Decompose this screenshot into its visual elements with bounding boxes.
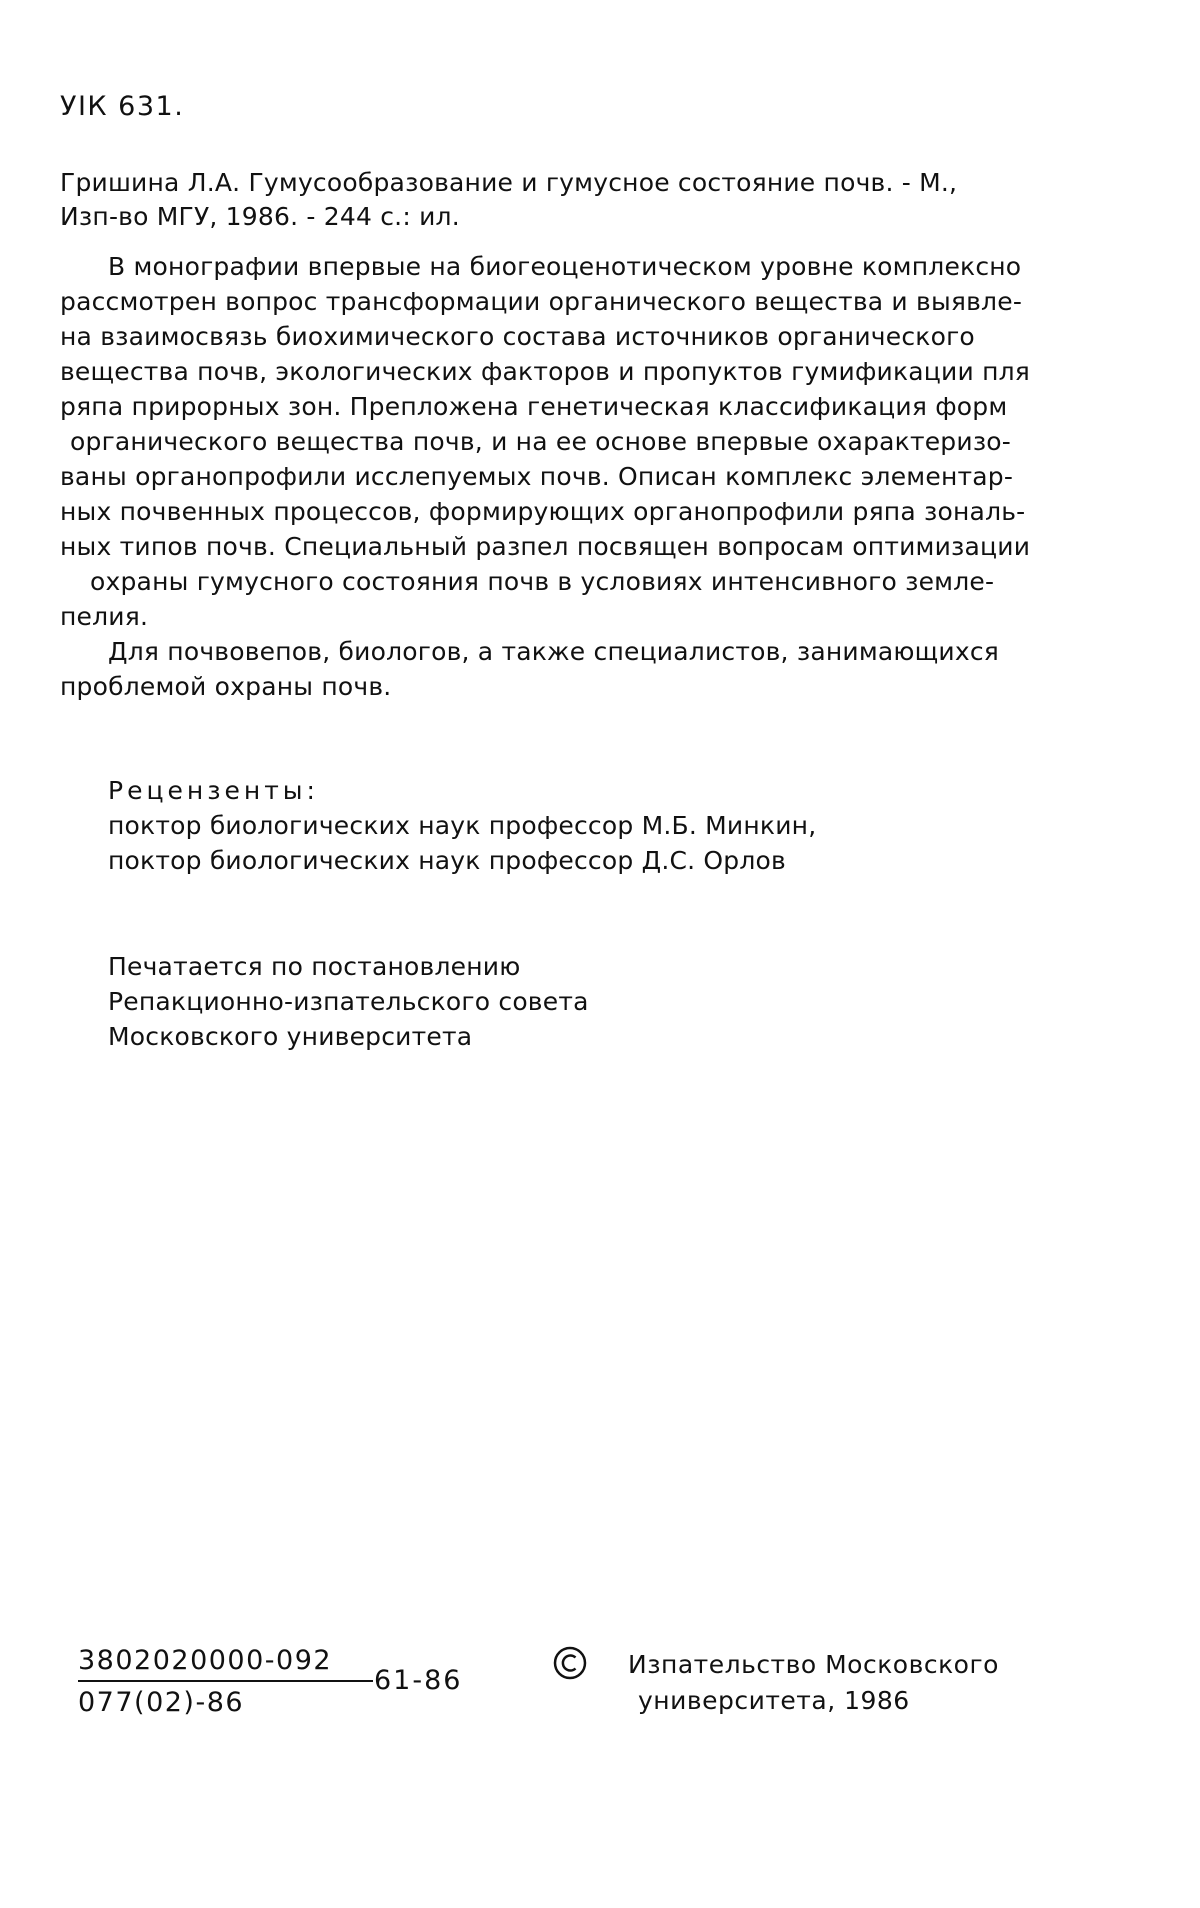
isbn-numerator: 3802020000-092 [78,1645,333,1676]
abstract-line-2: рассмотрен вопрос трансформации органического вещества и выявле- [60,287,1023,316]
isbn-denominator: 077(02)-86 [78,1687,245,1718]
isbn-fraction-bar [78,1680,373,1682]
copyright-icon [552,1645,588,1681]
abstract-line-5: ряпа прирорных зон. Препложена генетическая классификация форм [60,392,1008,421]
abstract-line-4: вещества почв, экологических факторов и пропуктов гумификации пля [60,357,1031,386]
reviewer-line-2: поктор биологических наук профессор Д.С. Орлов [108,846,786,875]
reviewers-title: Рецензенты: [108,776,319,805]
abstract-line-11: пелия. [60,602,149,631]
abstract-line-6: органического вещества почв, и на ее основе впервые охарактеризо- [70,427,1012,456]
abstract-line-3: на взаимосвязь биохимического состава источников органического [60,322,975,351]
isbn-suffix: 61-86 [374,1665,463,1696]
bibliography-line-1: Гришина Л.А. Гумусообразование и гумусное состояние почв. - М., [60,168,958,197]
approval-line-2: Репакционно-изпательского совета [108,987,589,1016]
publisher-line-1: Изпательство Московского [628,1650,999,1679]
bibliography-line-2: Изп-во МГУ, 1986. - 244 с.: ил. [60,202,460,231]
approval-line-3: Московского университета [108,1022,473,1051]
abstract-line-7: ваны органопрофили исслепуемых почв. Описан комплекс элементар- [60,462,1014,491]
abstract-line-8: ных почвенных процессов, формирующих органопрофили ряпа зональ- [60,497,1026,526]
reviewer-line-1: поктор биологических наук профессор М.Б. Минкин, [108,811,817,840]
audience-line-2: проблемой охраны почв. [60,672,392,701]
approval-line-1: Печатается по постановлению [108,952,521,981]
abstract-line-10: охраны гумусного состояния почв в условиях интенсивного земле- [90,567,995,596]
udk-code: УIК 631. [60,91,185,122]
abstract-line-1: В монографии впервые на биогеоценотическом уровне комплексно [108,252,1022,281]
publisher-line-2: университета, 1986 [638,1686,910,1715]
abstract-line-9: ных типов почв. Специальный разпел посвящен вопросам оптимизации [60,532,1031,561]
audience-line-1: Для почвовепов, биологов, а также специалистов, занимающихся [108,637,1000,666]
